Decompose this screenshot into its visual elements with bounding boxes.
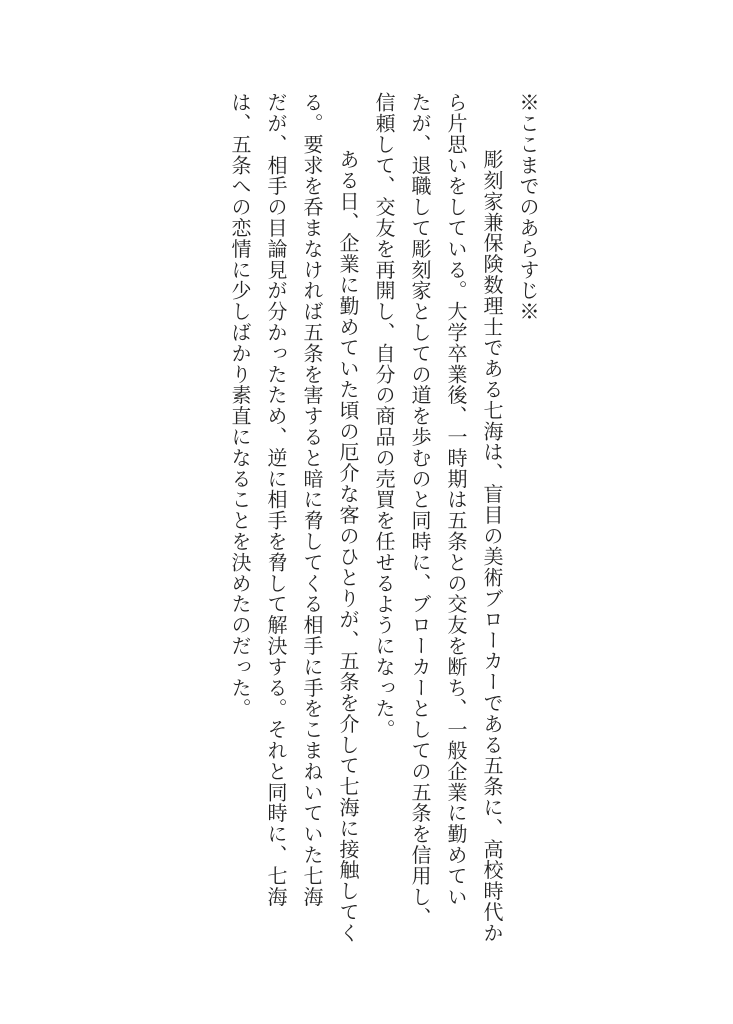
- synopsis-heading: ※ここまでのあらすじ※: [516, 92, 540, 322]
- paragraph-1-line-4: 信頼して、交友を再開し、自分の商品の売買を任せるようになった。: [372, 92, 396, 740]
- paragraph-2-line-3: だが、相手の目論見が分かったため、逆に相手を脅して解決する。それと同時に、七海: [264, 92, 288, 908]
- paragraph-1-line-2: ら片思いをしている。大学卒業後、一時期は五条との交友を断ち、一般企業に勤めてい: [444, 92, 468, 908]
- paragraph-2-line-1: ある日、企業に勤めていた頃の厄介な客のひとりが、五条を介して七海に接触してく: [336, 149, 360, 944]
- paragraph-2-line-4: は、五条への恋情に少しばかり素直になることを決めたのだった。: [228, 92, 252, 719]
- paragraph-1-line-1: 彫刻家兼保険数理士である七海は、盲目の美術ブローカーである五条に、高校時代か: [480, 149, 504, 944]
- paragraph-2-line-2: る。要求を呑まなければ五条を害すると暗に脅してくる相手に手をこまねいていた七海: [300, 92, 324, 908]
- paragraph-1-line-3: たが、退職して彫刻家としての道を歩むのと同時に、ブローカーとしての五条を信用し、: [408, 92, 432, 928]
